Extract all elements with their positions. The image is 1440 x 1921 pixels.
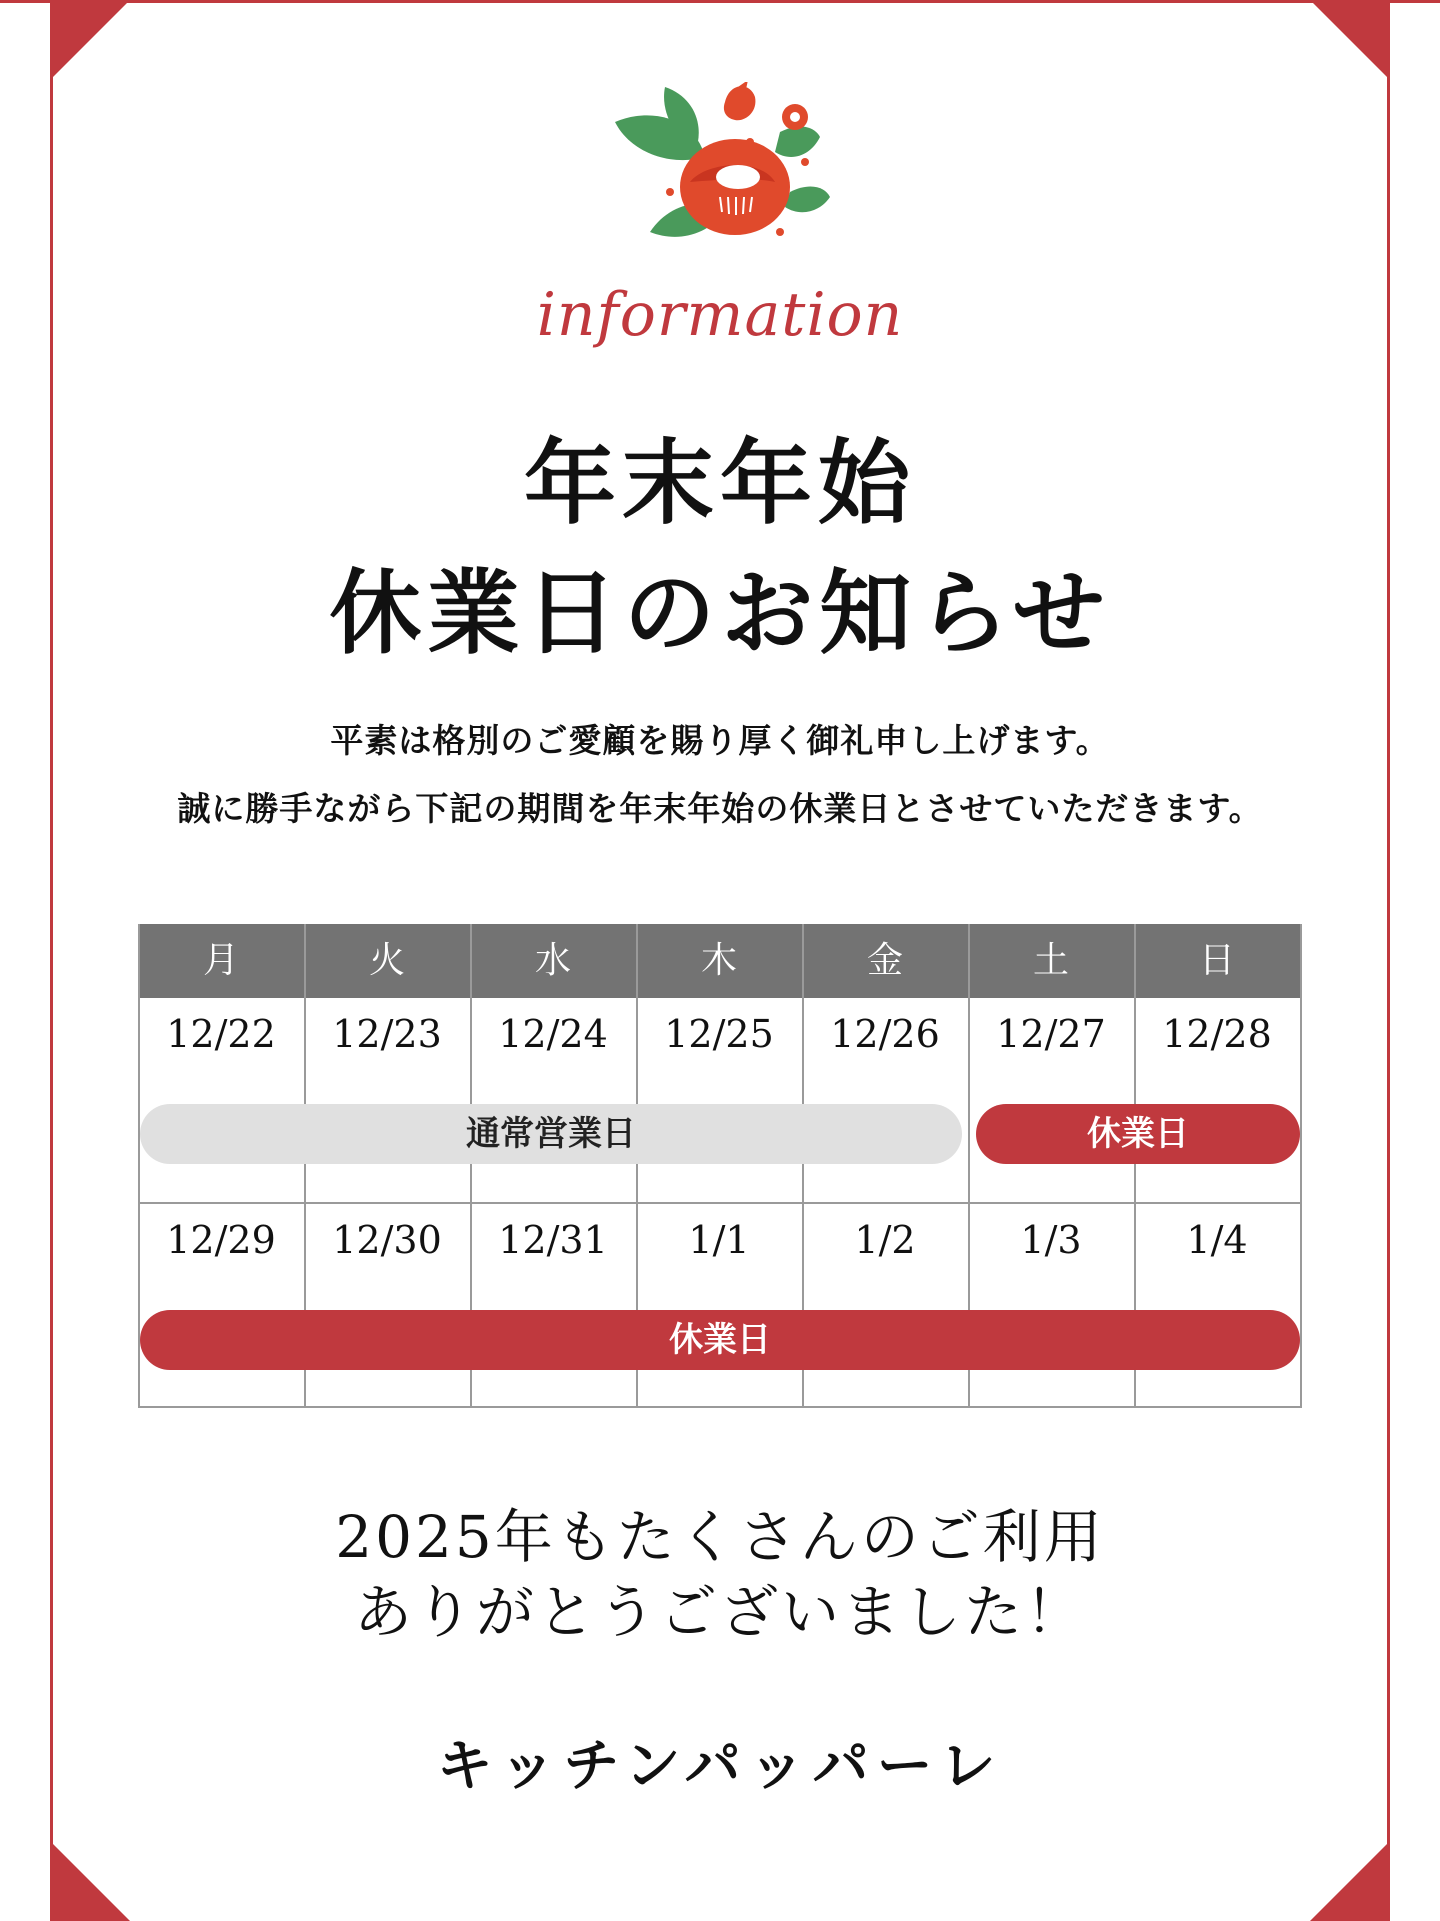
camellia-flower-icon	[610, 82, 840, 257]
normal-business-bar: 通常営業日	[140, 1104, 962, 1164]
weekday-header-row	[138, 924, 1302, 998]
page-title-line1: 年末年始	[523, 429, 916, 537]
closing-line1: 2025年もたくさんのご利用	[335, 1503, 1105, 1571]
date-cell: 1/1	[688, 1218, 750, 1262]
message-line1: 平素は格別のご愛顧を賜り厚く御礼申し上げます。	[330, 721, 1110, 760]
closing-line2: ありがとうございました！	[353, 1578, 1086, 1646]
date-cell: 12/23	[332, 1012, 442, 1056]
weekday-fri: 金	[866, 940, 903, 981]
weekday-mon: 月	[202, 940, 239, 981]
weekday-tue: 火	[368, 940, 405, 981]
information-label: information	[536, 280, 904, 350]
weekday-wed: 水	[534, 940, 571, 981]
date-cell: 1/4	[1186, 1218, 1248, 1262]
page-title-line2: 休業日のお知らせ	[329, 559, 1111, 667]
date-cell: 12/30	[332, 1218, 442, 1262]
holiday-calendar	[138, 924, 1302, 1408]
date-cell: 12/27	[996, 1012, 1106, 1056]
date-cell: 12/24	[498, 1012, 608, 1056]
date-cell: 1/3	[1020, 1218, 1082, 1262]
shop-name: キッチンパッパーレ	[436, 1734, 1004, 1799]
grid-line	[138, 1202, 1302, 1204]
weekday-thu: 木	[700, 940, 737, 981]
weekday-sat: 土	[1032, 940, 1069, 981]
date-cell: 12/28	[1162, 1012, 1272, 1056]
message-line2: 誠に勝手ながら下記の期間を年末年始の休業日とさせていただきます。	[177, 789, 1263, 828]
date-cell: 1/2	[854, 1218, 916, 1262]
grid-line	[1300, 924, 1302, 1408]
weekday-sun: 日	[1198, 940, 1235, 981]
grid-line	[138, 1406, 1302, 1408]
date-cell: 12/25	[664, 1012, 774, 1056]
closed-bar-week1: 休業日	[976, 1104, 1300, 1164]
date-cell: 12/31	[498, 1218, 608, 1262]
date-cell: 12/29	[166, 1218, 276, 1262]
date-cell: 12/22	[166, 1012, 276, 1056]
closed-bar-week2: 休業日	[140, 1310, 1300, 1370]
date-cell: 12/26	[830, 1012, 940, 1056]
